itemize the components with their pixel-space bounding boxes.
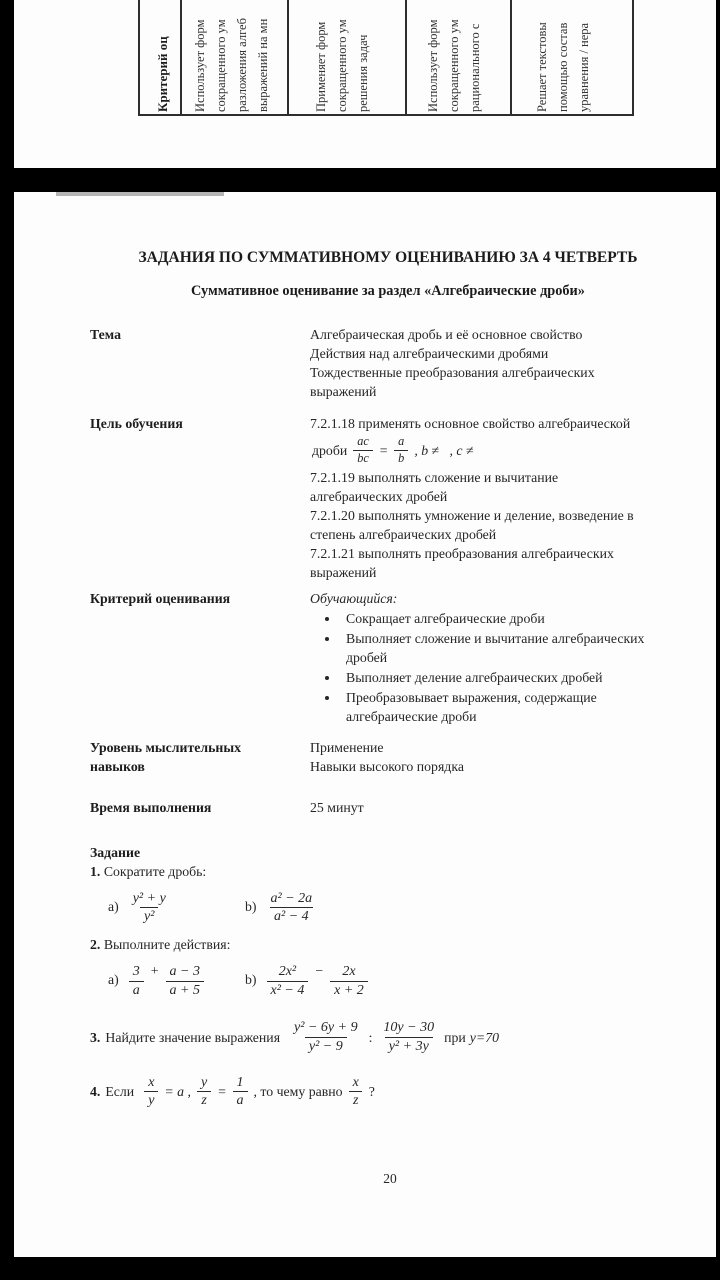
fraction-numerator: x	[352, 1074, 359, 1090]
task-title: Выполните действия:	[103, 936, 231, 952]
task-part-b	[245, 888, 320, 925]
part-formula	[125, 888, 174, 925]
rotated-cell-text	[190, 0, 274, 112]
time-label: Время выполнения	[90, 799, 212, 815]
criteria-bullet-list	[310, 609, 666, 726]
part-tag: b)	[245, 972, 257, 988]
operator: −	[315, 962, 324, 978]
table-cell	[287, 0, 407, 115]
task-number: 4.	[90, 1084, 101, 1100]
text-line: Уровень мыслительных	[90, 739, 242, 755]
fraction-denominator: y² − 9	[305, 1037, 347, 1055]
text-line: выражений на мн	[256, 18, 270, 112]
table-bottom-border	[138, 114, 634, 116]
row-time	[90, 798, 666, 817]
text-line: сокращенного ум	[335, 19, 349, 112]
fraction-denominator: y²	[140, 907, 158, 925]
fraction-denominator: a² − 4	[270, 907, 313, 925]
part-formula	[125, 961, 208, 998]
page-subtitle: Суммативное оценивание за раздел «Алгебраические дроби»	[191, 283, 585, 299]
table-header-cell	[138, 0, 182, 115]
fraction-numerator: y² + y	[132, 890, 166, 906]
text-line: Использует форм	[193, 19, 207, 112]
task-part-a	[108, 888, 245, 925]
text-line: 7.2.1.21 выполнять преобразования алгебраических	[310, 545, 614, 561]
text-line: помощью состав	[556, 22, 570, 112]
text-line: решения задач	[356, 34, 370, 112]
table-cell	[180, 0, 289, 115]
task-title: Если	[105, 1084, 135, 1100]
rotated-cell-text	[532, 0, 595, 112]
formula-text: дроби	[312, 442, 348, 458]
bullet-item	[340, 668, 666, 687]
text-line: Применяет форм	[314, 21, 328, 112]
fraction	[144, 1075, 158, 1109]
text-line: • Выполняет деление алгебраических дробей	[346, 669, 603, 685]
fraction-numerator: a − 3	[169, 963, 200, 979]
text-line: алгебраических дробей	[310, 488, 448, 504]
document-page	[14, 192, 716, 1257]
fraction-numerator: ac	[357, 434, 369, 448]
task-1	[90, 862, 666, 925]
fraction-denominator: bc	[353, 450, 373, 466]
tasks-heading: Задание	[90, 844, 141, 860]
formula-text: , то чему равно	[253, 1084, 343, 1100]
fraction	[129, 964, 144, 998]
fraction	[394, 435, 408, 466]
operator: :	[368, 1029, 373, 1045]
task-number: 2.	[90, 936, 101, 952]
task-part-b	[245, 961, 372, 998]
text-line: уравнения / нера	[577, 22, 591, 112]
task-1-label	[90, 862, 666, 881]
page-separator	[0, 168, 720, 192]
task-2-parts	[108, 961, 666, 998]
task-title: Найдите значение выражения	[105, 1029, 281, 1045]
level-label	[90, 738, 310, 776]
fraction-denominator: a	[233, 1091, 248, 1109]
formula-text: =	[378, 442, 389, 458]
text-line: разложения алгеб	[235, 18, 249, 112]
fraction	[379, 1020, 438, 1054]
rotated-cell-text	[311, 0, 374, 112]
bullet-item	[340, 688, 666, 726]
fraction	[197, 1075, 211, 1109]
task-formula	[286, 1020, 501, 1054]
goal-line: 7.2.1.18 применять основное свойство алгебраической	[310, 416, 631, 431]
task-2	[90, 935, 666, 998]
part-tag: a)	[108, 972, 119, 988]
task-3	[90, 1020, 666, 1054]
fraction-numerator: a² − 2a	[270, 890, 313, 906]
fraction	[233, 1075, 248, 1109]
fraction	[290, 1020, 362, 1054]
text-line: Навыки высокого порядка	[310, 758, 464, 774]
fraction-numerator: x	[148, 1074, 155, 1090]
goal-value	[310, 414, 666, 582]
goal-formula	[310, 435, 666, 466]
table-cell	[405, 0, 512, 115]
criteria-value	[310, 589, 666, 727]
task-formula	[140, 1075, 377, 1109]
text-line: алгебраические дроби	[346, 708, 477, 724]
text-line: дробей	[346, 649, 388, 665]
text-line: 7.2.1.20 выполнять умножение и деление, возведение в	[310, 507, 634, 523]
fraction-denominator: a + 5	[166, 981, 204, 999]
text-line: Применение	[310, 739, 384, 755]
goal-label: Цель обучения	[90, 416, 183, 431]
previous-page-fragment	[14, 0, 716, 168]
text-line: сокращенного ум	[214, 19, 228, 112]
task-4	[90, 1075, 666, 1109]
formula-text: ?	[368, 1084, 375, 1100]
fraction-numerator: 1	[236, 1074, 244, 1090]
text-line: • Сокращает алгебраические дроби	[346, 610, 545, 626]
fraction-numerator: 2x	[342, 963, 356, 979]
text-line: 25 минут	[310, 799, 364, 815]
fraction-denominator: y	[144, 1091, 158, 1109]
fraction-numerator: y² − 6y + 9	[294, 1020, 358, 1036]
row-goal	[90, 414, 666, 582]
task-number: 1.	[90, 863, 101, 879]
text-line: степень алгебраических дробей	[310, 526, 497, 542]
text-line: выражений	[310, 384, 377, 399]
formula-text: = a ,	[164, 1084, 191, 1100]
criteria-lead: Обучающийся:	[310, 590, 398, 606]
text-line: 7.2.1.19 выполнять сложение и вычитание	[310, 469, 559, 485]
rotated-table-header: Критерий оц	[155, 36, 170, 112]
text-line: сокращенного ум	[447, 19, 461, 112]
text-line: Действия над алгебраическими дробями	[310, 346, 549, 361]
fraction	[166, 964, 204, 998]
text-line: выражений	[310, 564, 377, 580]
text-line: Решает текстовы	[535, 22, 549, 112]
fraction	[353, 435, 373, 466]
tema-label: Тема	[90, 327, 122, 342]
part-tag: b)	[245, 898, 257, 914]
text-line: рационального с	[468, 23, 482, 112]
fraction	[330, 964, 368, 998]
task-part-a	[108, 961, 245, 998]
task-2-label	[90, 935, 666, 954]
row-level	[90, 738, 666, 776]
bullet-item	[340, 609, 666, 628]
fraction-denominator: z	[349, 1091, 362, 1109]
formula-text: y=70	[469, 1029, 499, 1045]
rotated-cell-text	[423, 0, 486, 112]
fraction-denominator: x² − 4	[267, 981, 309, 999]
page-title: ЗАДАНИЯ ПО СУММАТИВНОМУ ОЦЕНИВАНИЮ ЗА 4 ЧЕТВЕРТЬ	[138, 249, 638, 266]
fraction-numerator: 3	[132, 963, 140, 979]
fraction-denominator: b	[394, 450, 408, 466]
task-title: Сократите дробь:	[103, 863, 207, 879]
formula-text: , b ≠ , c ≠	[414, 442, 474, 458]
fraction-denominator: z	[197, 1091, 210, 1109]
row-tema	[90, 325, 666, 401]
fraction	[349, 1075, 363, 1109]
text-line: Использует форм	[426, 19, 440, 112]
text-line: Тождественные преобразования алгебраических	[310, 365, 595, 380]
fraction-denominator: a	[129, 981, 144, 999]
fraction	[129, 891, 170, 925]
page-number: 20	[383, 1171, 397, 1186]
goal-lines	[310, 468, 666, 582]
page-edge-shadow	[56, 192, 224, 196]
table-right-border	[632, 0, 634, 115]
table-cell	[510, 0, 634, 115]
text-line: Алгебраическая дробь и её основное свойство	[310, 327, 583, 342]
criteria-label: Критерий оценивания	[90, 590, 231, 606]
part-formula	[263, 888, 321, 925]
fraction-numerator: 2x²	[278, 963, 297, 979]
formula-text: =	[217, 1084, 227, 1100]
fraction	[267, 891, 317, 925]
time-value	[310, 798, 666, 817]
page-content	[14, 192, 716, 1109]
part-formula	[263, 961, 372, 998]
tema-value	[310, 325, 666, 401]
task-number: 3.	[90, 1029, 101, 1045]
level-value	[310, 738, 666, 776]
part-tag: a)	[108, 898, 119, 914]
fraction-numerator: 10y − 30	[383, 1020, 435, 1036]
text-line: навыков	[90, 758, 145, 774]
task-1-parts	[108, 888, 666, 925]
row-criteria	[90, 589, 666, 727]
text-line: • Выполняет сложение и вычитание алгебраических	[346, 630, 645, 646]
operator: +	[150, 962, 159, 978]
fraction-denominator: x + 2	[330, 981, 368, 999]
bullet-item	[340, 629, 666, 667]
formula-text: при	[444, 1029, 466, 1045]
fraction	[267, 964, 309, 998]
text-line: • Преобразовывает выражения, содержащие	[346, 689, 597, 705]
fraction-denominator: y² + 3y	[385, 1037, 433, 1055]
fraction-numerator: a	[398, 434, 405, 448]
fraction-numerator: y	[200, 1074, 208, 1090]
